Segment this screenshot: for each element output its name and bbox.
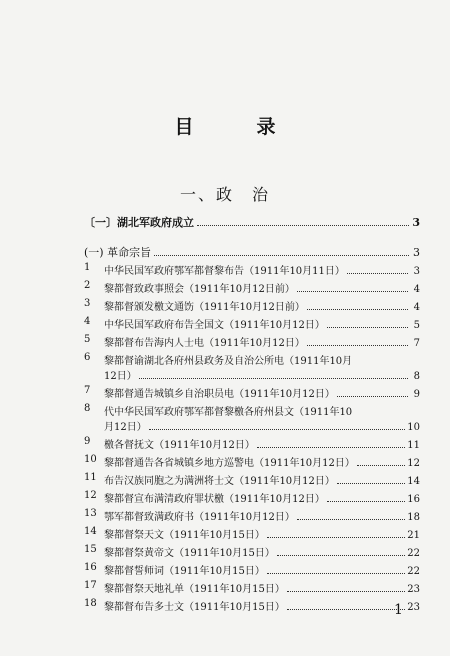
entry-number: 5 — [84, 334, 91, 345]
entry-row — [104, 598, 420, 613]
entry-text: 黎都督颁发檄文通饬（1911年10月12日前） — [104, 302, 305, 313]
entry-page: 8 — [413, 371, 420, 382]
toc-part — [84, 244, 420, 259]
entry-row — [104, 472, 420, 487]
entry-text: 黎都督谕湖北各府州县政务及自治公所电（1911年10月 — [104, 356, 353, 367]
dot-leader — [277, 547, 405, 556]
entry-number: 8 — [84, 403, 91, 414]
entry-page: 23 — [407, 602, 420, 613]
entry-row — [104, 508, 420, 523]
dot-leader — [307, 301, 408, 310]
entry-number: 15 — [84, 544, 97, 555]
entry-row — [104, 544, 420, 559]
dot-leader — [297, 511, 405, 520]
entry-text: 代中华民国军政府鄂军都督黎檄各府州县文（1911年10 — [104, 407, 353, 418]
entry-text: 黎都督致政事照会（1911年10月12日前） — [104, 284, 295, 295]
entry-number: 1 — [84, 262, 91, 273]
dot-leader — [297, 283, 408, 292]
entry-text: 黎都督祭天地礼单（1911年10月15日） — [104, 584, 285, 595]
entry-row — [104, 280, 420, 295]
entry-text: 黎都督通告各省城镇乡地方巡警电（1911年10月12日） — [104, 458, 355, 469]
part-page: 3 — [413, 246, 420, 259]
entry-row — [104, 298, 420, 313]
entry-number: 17 — [84, 580, 97, 591]
entry-text: 黎都督布告多士文（1911年10月15日） — [104, 602, 285, 613]
section-heading: 一、政 治 — [179, 185, 270, 204]
entry-text-continued: 月12日） — [104, 422, 147, 433]
entry-page: 5 — [413, 320, 420, 331]
dot-leader — [287, 601, 405, 610]
entry-page: 23 — [407, 584, 420, 595]
entry-row — [104, 526, 420, 541]
dot-leader — [337, 475, 405, 484]
entry-page: 11 — [407, 440, 420, 451]
entry-row — [104, 385, 420, 400]
entry-text: 黎都督誓师词（1911年10月15日） — [104, 566, 265, 577]
dot-leader — [307, 337, 408, 346]
entry-page: 18 — [407, 512, 420, 523]
entry-text-continued: 12日） — [104, 371, 137, 382]
chapter-label: 〔一〕湖北军政府成立 — [84, 216, 194, 229]
entry-text: 檄各督抚文（1911年10月12日） — [104, 440, 255, 451]
entry-number: 9 — [84, 436, 91, 447]
dot-leader — [139, 370, 408, 379]
entry-text: 黎都督祭天文（1911年10月15日） — [104, 530, 265, 541]
entry-number: 3 — [84, 298, 91, 309]
dot-leader — [154, 246, 409, 256]
chapter-page: 3 — [412, 216, 420, 229]
entry-row — [104, 334, 420, 349]
entry-number: 18 — [84, 598, 97, 609]
entry-number: 13 — [84, 508, 97, 519]
entry-number: 16 — [84, 562, 97, 573]
entry-page: 3 — [413, 266, 420, 277]
entry-text: 黎都督通告城镇乡自治职员电（1911年10月12日） — [104, 389, 335, 400]
dot-leader — [267, 529, 405, 538]
entry-page: 16 — [407, 494, 420, 505]
entry-page: 4 — [413, 284, 420, 295]
entry-page: 9 — [413, 389, 420, 400]
dot-leader — [357, 457, 405, 466]
toc-chapter — [84, 214, 420, 229]
entry-text: 黎都督祭黄帝文（1911年10月15日） — [104, 548, 275, 559]
dot-leader — [337, 388, 408, 397]
dot-leader — [327, 493, 405, 502]
entry-text: 布告汉族同胞之为满洲将士文（1911年10月12日） — [104, 476, 335, 487]
entry-number: 10 — [84, 454, 97, 465]
entry-number: 7 — [84, 385, 91, 396]
entry-number: 4 — [84, 316, 91, 327]
dot-leader — [327, 319, 408, 328]
entry-page: 12 — [407, 458, 420, 469]
entry-text: 鄂军都督致满政府书（1911年10月12日） — [104, 512, 295, 523]
entry-page: 22 — [407, 566, 420, 577]
dot-leader — [197, 216, 409, 226]
entry-text: 黎都督宣布满清政府罪状檄（1911年10月12日） — [104, 494, 325, 505]
entry-number: 12 — [84, 490, 97, 501]
entry-page: 14 — [407, 476, 420, 487]
entry-text: 中华民国军政府鄂军都督黎布告（1911年10月11日） — [104, 266, 345, 277]
entry-row — [104, 490, 420, 505]
page-number: 1 — [394, 602, 403, 618]
entry-page: 22 — [407, 548, 420, 559]
entry-row — [104, 562, 420, 577]
entry-page: 21 — [407, 530, 420, 541]
entry-text: 黎都督布告海内人士电（1911年10月12日） — [104, 338, 305, 349]
entry-number: 6 — [84, 352, 91, 363]
entry-number: 14 — [84, 526, 97, 537]
dot-leader — [257, 439, 405, 448]
entry-page: 10 — [407, 422, 420, 433]
dot-leader — [287, 583, 405, 592]
entry-number: 2 — [84, 280, 91, 291]
entry-page: 7 — [413, 338, 420, 349]
entry-page: 4 — [413, 302, 420, 313]
entry-row — [104, 367, 420, 382]
entry-row — [104, 418, 420, 433]
dot-leader — [347, 265, 408, 274]
entry-row — [104, 436, 420, 451]
entry-text: 中华民国军政府布告全国文（1911年10月12日） — [104, 320, 325, 331]
entry-row — [104, 262, 420, 277]
entry-row — [104, 316, 420, 331]
entry-row — [104, 580, 420, 595]
part-label: (一) 革命宗旨 — [84, 246, 152, 259]
entry-row — [104, 454, 420, 469]
page-title: 目 录 — [174, 116, 298, 138]
dot-leader — [267, 565, 405, 574]
entry-number: 11 — [84, 472, 97, 483]
dot-leader — [149, 421, 406, 430]
